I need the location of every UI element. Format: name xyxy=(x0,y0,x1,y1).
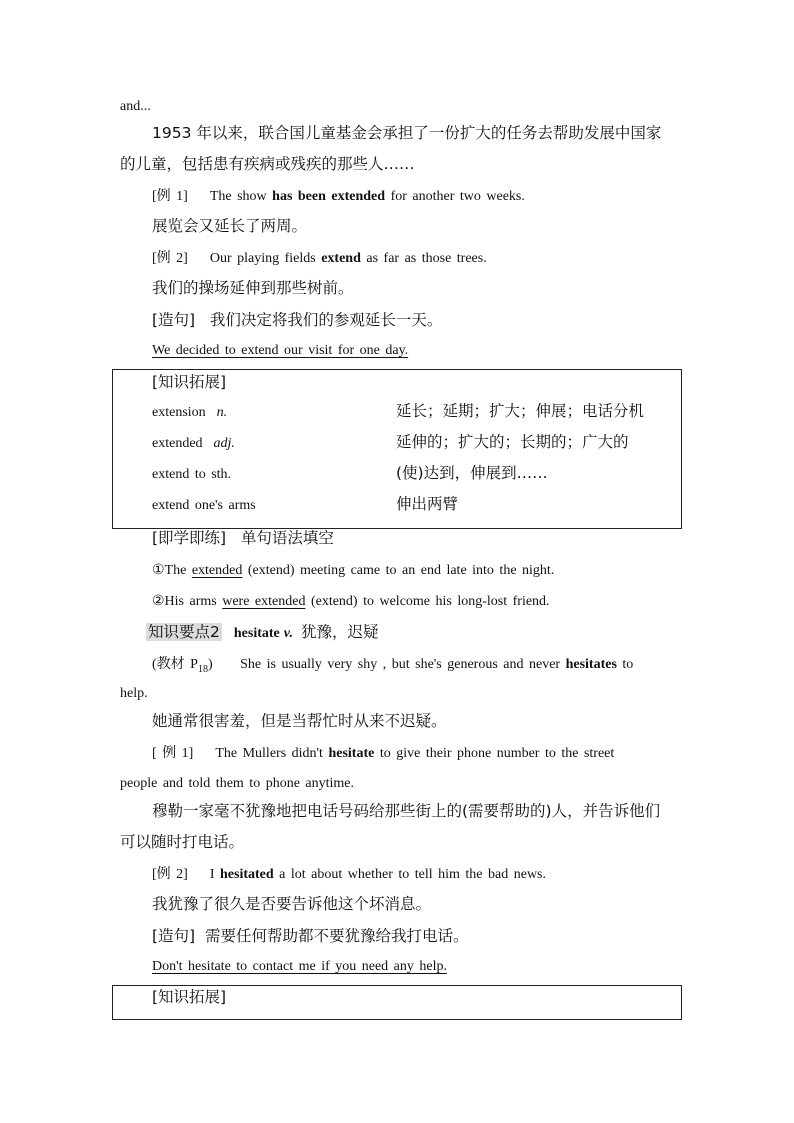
expansion-term xyxy=(152,406,227,420)
term-word: extended xyxy=(152,436,203,451)
example-text: for another two weeks. xyxy=(390,189,525,204)
extend-example-2 xyxy=(152,252,487,266)
example-text: She is usually very shy , but she's generous and never xyxy=(240,657,561,672)
question-text: (extend) to welcome his long-lost friend. xyxy=(310,594,550,609)
example-keyword: hesitates xyxy=(565,657,617,672)
extend-make-sentence xyxy=(152,313,442,329)
hesitate-example-1 xyxy=(152,747,614,761)
term-word: extension xyxy=(152,405,206,420)
practice-question-1 xyxy=(152,564,554,578)
expansion-term: extend one's arms xyxy=(152,498,256,513)
expansion-meaning: (使)达到，伸展到…… xyxy=(396,464,548,482)
question-text: (extend) meeting came to an end late into the night. xyxy=(247,563,555,578)
example-text: The show xyxy=(209,189,267,204)
knowledge-expansion-title: [知识拓展] xyxy=(152,373,227,391)
make-sentence-tag: [造句] xyxy=(152,927,196,945)
example-tag: [例 2] xyxy=(152,867,188,882)
make-sentence-tag: [造句] xyxy=(152,311,196,329)
practice-question-2 xyxy=(152,595,550,609)
extend-example-1-translation: 展览会又延长了两周。 xyxy=(152,217,308,235)
continued-text: and... xyxy=(120,99,151,114)
practice-subtitle: 单句语法填空 xyxy=(240,529,334,547)
example-tag: [例 2] xyxy=(152,251,188,266)
extend-make-sentence-answer: We decided to extend our visit for one day. xyxy=(152,343,409,358)
hesitate-make-sentence-answer: Don't hesitate to contact me if you need any help. xyxy=(152,959,447,974)
textbook-translation: 她通常很害羞，但是当帮忙时从来不迟疑。 xyxy=(152,712,447,730)
expansion-meaning: 伸出两臂 xyxy=(396,495,459,513)
make-sentence-prompt: 需要任何帮助都不要犹豫给我打电话。 xyxy=(204,927,469,945)
hesitate-make-sentence xyxy=(152,929,468,945)
expansion-term xyxy=(152,437,235,451)
extend-example-1 xyxy=(152,190,525,204)
example-text: I xyxy=(209,867,215,882)
headword-meaning: 犹豫，迟疑 xyxy=(300,623,379,641)
textbook-tag: (教材 $P_{18}$) xyxy=(152,657,213,675)
example-keyword: hesitated xyxy=(220,867,274,882)
headword: hesitate xyxy=(233,626,280,641)
example-text: to xyxy=(622,657,634,672)
example-text: a lot about whether to tell him the bad news. xyxy=(279,867,546,882)
practice-title: [即学即练] xyxy=(152,529,227,547)
example-keyword: hesitate xyxy=(328,746,375,761)
intro-translation-line-2: 的儿童，包括患有疾病或残疾的那些人…… xyxy=(120,155,415,173)
question-text: ①The xyxy=(152,563,187,578)
example-keyword: extend xyxy=(321,251,361,266)
answer-blank: extended xyxy=(191,563,243,578)
example-text: as far as those trees. xyxy=(366,251,487,266)
practice-heading xyxy=(152,531,334,547)
hesitate-example-1-cont: people and told them to phone anytime. xyxy=(120,776,355,791)
textbook-sentence xyxy=(152,658,633,675)
answer-blank: were extended xyxy=(222,594,306,609)
example-keyword: has been extended xyxy=(272,189,386,204)
make-sentence-prompt: 我们决定将我们的参观延长一天。 xyxy=(209,311,443,329)
knowledge-expansion-title-2: [知识拓展] xyxy=(152,988,227,1006)
question-text: ②His arms xyxy=(152,594,217,609)
textbook-sentence-cont: help. xyxy=(120,686,148,701)
knowledge-point-label: 知识要点2 xyxy=(148,623,220,641)
hesitate-example-2-translation: 我犹豫了很久是否要告诉他这个坏消息。 xyxy=(152,895,432,913)
knowledge-point-header xyxy=(146,625,378,641)
example-text: The Mullers didn't xyxy=(215,746,323,761)
extend-example-2-translation: 我们的操场延伸到那些树前。 xyxy=(152,279,354,297)
expansion-term: extend to sth. xyxy=(152,467,232,482)
example-text: to give their phone number to the street xyxy=(379,746,615,761)
hesitate-example-2 xyxy=(152,868,546,882)
term-pos: n. xyxy=(216,405,228,420)
example-tag: [ 例 1] xyxy=(152,746,194,761)
example-tag: [例 1] xyxy=(152,189,188,204)
expansion-meaning: 延长；延期；扩大；伸展；电话分机 xyxy=(396,402,645,420)
intro-translation-line-1: 1953 年以来，联合国儿童基金会承担了一份扩大的任务去帮助发展中国家 xyxy=(152,124,662,142)
headword-pos: v. xyxy=(283,626,293,641)
expansion-meaning: 延伸的；扩大的；长期的；广大的 xyxy=(396,433,629,451)
hesitate-example-1-translation-1: 穆勒一家毫不犹豫地把电话号码给那些街上的(需要帮助的)人，并告诉他们 xyxy=(152,802,661,820)
example-text: Our playing fields xyxy=(209,251,316,266)
hesitate-example-1-translation-2: 可以随时打电话。 xyxy=(120,833,245,851)
term-pos: adj. xyxy=(213,436,235,451)
